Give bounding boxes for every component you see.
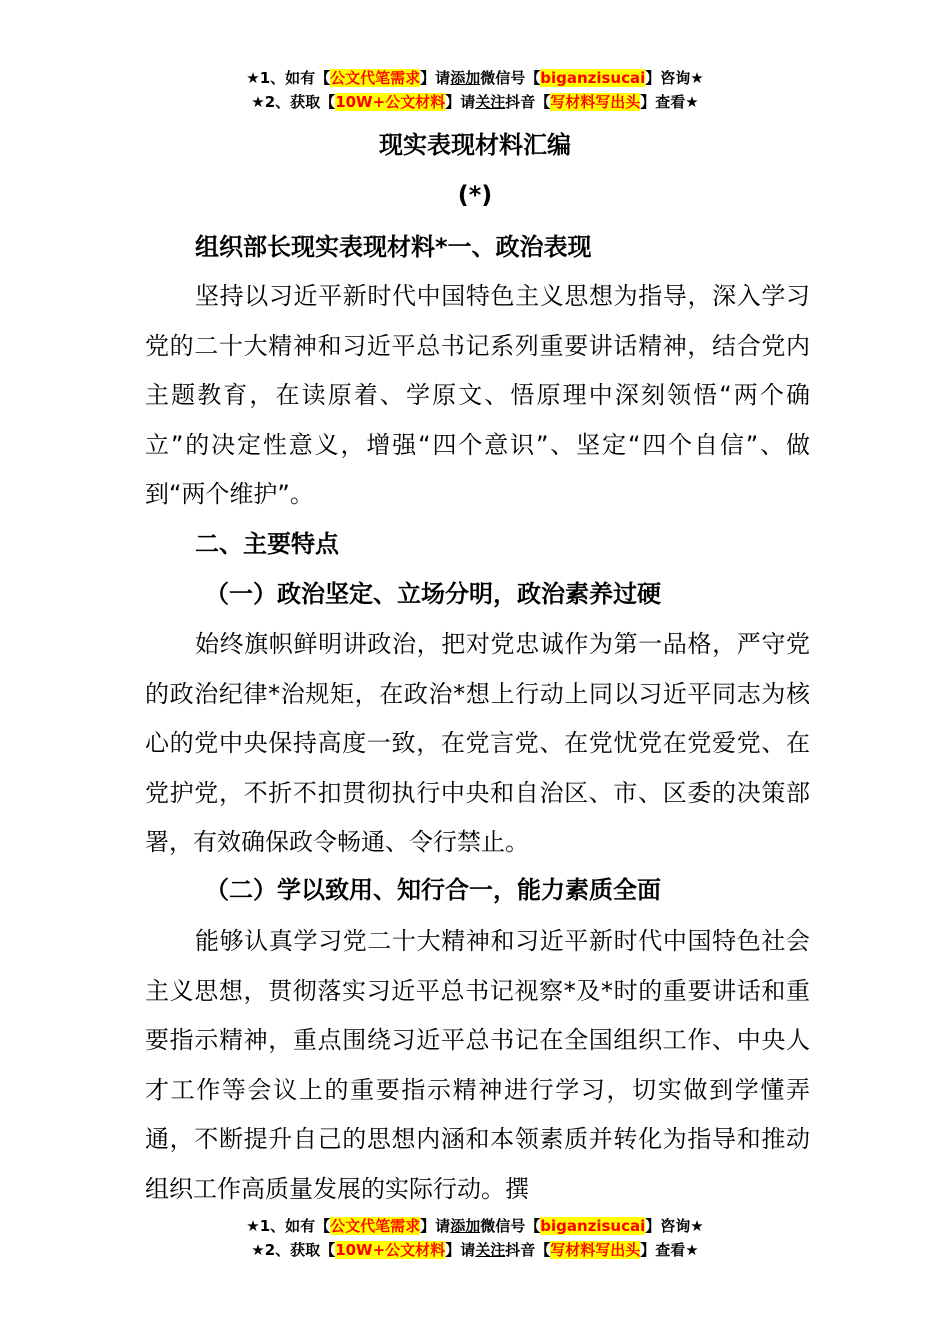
banner-text: ★1、如有【 bbox=[246, 1217, 331, 1235]
banner-text: 】请 bbox=[445, 1241, 476, 1259]
paragraph-ability: 能够认真学习党二十大精神和习近平新时代中国特色社会主义思想，贯彻落实习近平总书记视察*及*时的重要讲话和重要指示精神，重点围绕习近平总书记在全国组织工作、中央人才工作等会议上的重要指示精神进行学习，切实做到学懂弄通，不断提升自己的思想内涵和本领素质并转化为指导和推动组织工作高质量发展的实际行动。撰 bbox=[145, 927, 810, 1203]
section-heading-features: 二、主要特点 bbox=[195, 530, 339, 558]
banner-underline: 关注 bbox=[475, 1241, 506, 1259]
paragraph-political-firm: 始终旗帜鲜明讲政治，把对党忠诚作为第一品格，严守党的政治纪律*治规矩，在政治*想上行动上同以习近平同志为核心的党中央保持高度一致，在党言党、在党忧党在党爱党、在党护党，不折不扣贯彻执行中央和自治区、市、区委的决策部署，有效确保政令畅通、令行禁止。 bbox=[145, 630, 810, 856]
banner-text: 】咨询★ bbox=[645, 69, 704, 87]
subheading-political-firm: （一）政治坚定、立场分明，政治素养过硬 bbox=[205, 580, 661, 608]
document-marker: (*) bbox=[457, 181, 493, 209]
banner-underline: 添加 bbox=[450, 69, 481, 87]
banner-text: 】请 bbox=[445, 93, 476, 111]
banner-text: 微信号【 bbox=[480, 1217, 541, 1235]
paragraph-political: 坚持以习近平新时代中国特色主义思想为指导，深入学习党的二十大精神和习近平总书记系列重要讲话精神，结合党内主题教育，在读原着、学原文、悟原理中深刻领悟“两个确立”的决定性意义，增强“四个意识”、坚定“四个自信”、做到“两个维护”。 bbox=[145, 282, 810, 508]
banner-text: 微信号【 bbox=[480, 69, 541, 87]
banner-text: ★2、获取【 bbox=[251, 93, 336, 111]
footer-banner bbox=[0, 1214, 950, 1262]
banner-highlight: biganzisucai bbox=[540, 1217, 646, 1235]
banner-underline: 添加 bbox=[450, 1217, 481, 1235]
document-title: 现实表现材料汇编 bbox=[379, 131, 571, 159]
banner-text: 抖音【 bbox=[505, 93, 551, 111]
banner-highlight: 写材料写出头 bbox=[550, 1241, 641, 1259]
banner-highlight: biganzisucai bbox=[540, 69, 646, 87]
banner-line-1 bbox=[0, 1214, 950, 1238]
banner-highlight: 10W+公文材料 bbox=[335, 1241, 446, 1259]
banner-line-2 bbox=[0, 90, 950, 114]
header-banner bbox=[0, 66, 950, 114]
banner-text: 】查看★ bbox=[640, 1241, 699, 1259]
banner-highlight: 公文代笔需求 bbox=[330, 69, 421, 87]
banner-highlight: 公文代笔需求 bbox=[330, 1217, 421, 1235]
banner-line-1 bbox=[0, 66, 950, 90]
banner-highlight: 10W+公文材料 bbox=[335, 93, 446, 111]
banner-highlight: 写材料写出头 bbox=[550, 93, 641, 111]
banner-underline: 关注 bbox=[475, 93, 506, 111]
subheading-ability: （二）学以致用、知行合一，能力素质全面 bbox=[205, 876, 661, 904]
banner-text: 】咨询★ bbox=[645, 1217, 704, 1235]
banner-text: 】请 bbox=[420, 69, 451, 87]
banner-text: 抖音【 bbox=[505, 1241, 551, 1259]
banner-text: ★1、如有【 bbox=[246, 69, 331, 87]
banner-text: 】请 bbox=[420, 1217, 451, 1235]
banner-text: 】查看★ bbox=[640, 93, 699, 111]
section-heading-political: 组织部长现实表现材料*一、政治表现 bbox=[195, 233, 592, 261]
banner-text: ★2、获取【 bbox=[251, 1241, 336, 1259]
banner-line-2 bbox=[0, 1238, 950, 1262]
